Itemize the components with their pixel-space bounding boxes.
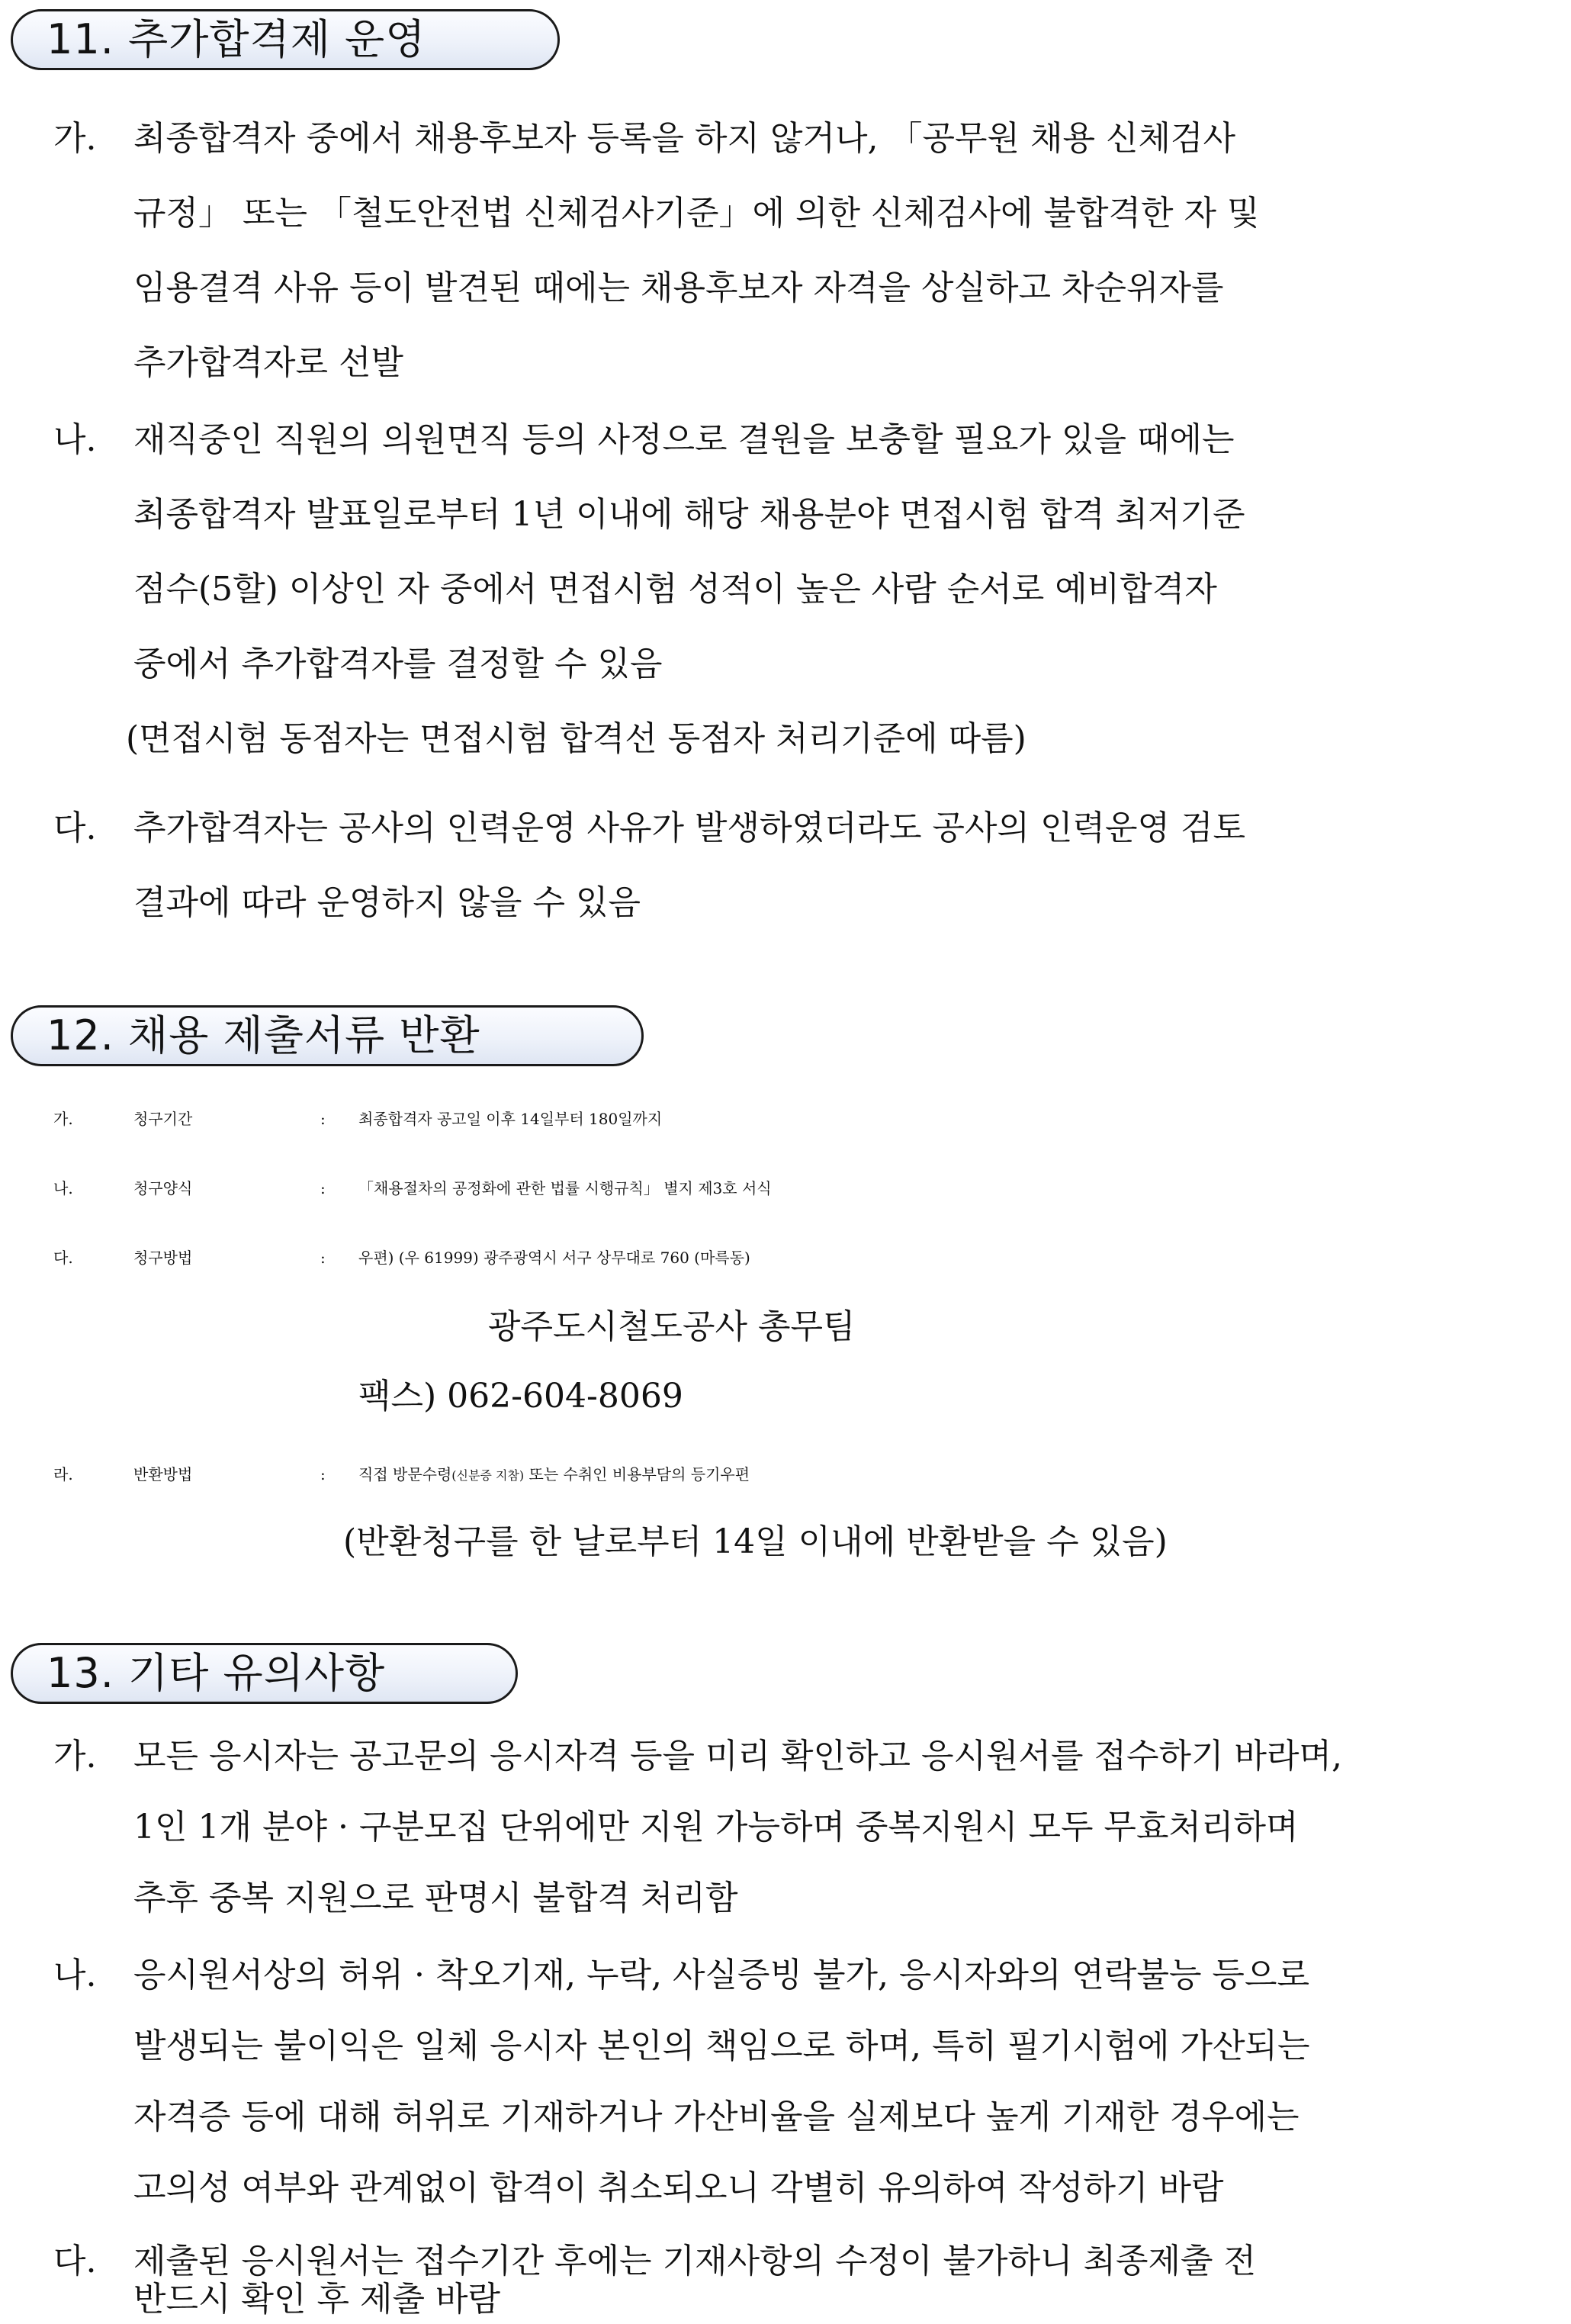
item-marker: 나. <box>53 1956 97 1995</box>
item-colon: : <box>320 1249 326 1267</box>
section-13-title: 13. 기타 유의사항 <box>11 1643 518 1704</box>
item-value-line2: 광주도시철도공사 총무팀 <box>488 1307 856 1346</box>
item-value: 「채용절차의 공정화에 관한 법률 시행규칙」 별지 제3호 서식 <box>358 1179 772 1197</box>
item-marker: 가. <box>53 1110 73 1128</box>
item-marker: 라. <box>53 1465 73 1483</box>
item-colon: : <box>320 1110 326 1128</box>
item-value: 우편) (우 61999) 광주광역시 서구 상무대로 760 (마륵동) <box>358 1249 750 1267</box>
section-12-title: 12. 채용 제출서류 반환 <box>11 1005 644 1066</box>
item-marker: 가. <box>53 1737 97 1776</box>
item-text: 고의성 여부와 관계없이 합격이 취소되오니 각별히 유의하여 작성하기 바람 <box>133 2168 1224 2207</box>
item-value <box>358 1451 750 1499</box>
item-text: 규정」 또는 「철도안전법 신체검사기준」에 의한 신체검사에 불합격한 자 및 <box>133 194 1260 233</box>
item-label: 반환방법 <box>133 1465 193 1483</box>
item-colon: : <box>320 1179 326 1197</box>
item-note: (반환청구를 한 날로부터 14일 이내에 반환받을 수 있음) <box>343 1522 1168 1561</box>
item-text: 점수(5할) 이상인 자 중에서 면접시험 성적이 높은 사람 순서로 예비합격자 <box>133 570 1217 609</box>
item-text: 제출된 응시원서는 접수기간 후에는 기재사항의 수정이 불가하니 최종제출 전 <box>133 2242 1257 2281</box>
item-label: 청구양식 <box>133 1179 193 1197</box>
item-text: 결과에 따라 운영하지 않을 수 있음 <box>133 883 641 922</box>
item-value-main: 직접 방문수령 <box>358 1465 452 1483</box>
item-marker: 다. <box>53 1249 73 1267</box>
item-text: 발생되는 불이익은 일체 응시자 본인의 책임으로 하며, 특히 필기시험에 가산되는 <box>133 2027 1310 2065</box>
item-text: 최종합격자 발표일로부터 1년 이내에 해당 채용분야 면접시험 합격 최저기준 <box>133 495 1245 534</box>
item-value-line3: 팩스) 062-604-8069 <box>358 1377 683 1416</box>
item-label: 청구기간 <box>133 1110 193 1128</box>
item-text: 추가합격자는 공사의 인력운영 사유가 발생하였더라도 공사의 인력운영 검토 <box>133 808 1246 847</box>
item-value-rest: 또는 수취인 비용부담의 등기우편 <box>524 1465 750 1483</box>
item-text: 추후 중복 지원으로 판명시 불합격 처리함 <box>133 1879 738 1917</box>
item-text: 최종합격자 중에서 채용후보자 등록을 하지 않거나, 「공무원 채용 신체검사 <box>133 119 1235 158</box>
item-text: 임용결격 사유 등이 발견된 때에는 채용후보자 자격을 상실하고 차순위자를 <box>133 268 1224 307</box>
item-text: 반드시 확인 후 제출 바람 <box>133 2280 500 2319</box>
item-text: 추가합격자로 선발 <box>133 343 404 382</box>
item-marker: 다. <box>53 2242 97 2281</box>
item-value: 최종합격자 공고일 이후 14일부터 180일까지 <box>358 1110 663 1128</box>
item-text: 자격증 등에 대해 허위로 기재하거나 가산비율을 실제보다 높게 기재한 경우에는 <box>133 2097 1300 2136</box>
item-marker: 다. <box>53 808 97 847</box>
item-marker: 가. <box>53 119 97 158</box>
item-marker: 나. <box>53 1179 73 1197</box>
item-text: 1인 1개 분야 · 구분모집 단위에만 지원 가능하며 중복지원시 모두 무효처리하며 <box>133 1808 1299 1847</box>
item-value-small: (신분증 지참) <box>451 1468 525 1483</box>
item-text: 중에서 추가합격자를 결정할 수 있음 <box>133 644 663 683</box>
section-11-title: 11. 추가합격제 운영 <box>11 9 560 70</box>
item-note: (면접시험 동점자는 면접시험 합격선 동점자 처리기준에 따름) <box>126 719 1026 758</box>
item-text: 재직중인 직원의 의원면직 등의 사정으로 결원을 보충할 필요가 있을 때에는 <box>133 420 1235 459</box>
item-text: 응시원서상의 허위 · 착오기재, 누락, 사실증빙 불가, 응시자와의 연락불능 등으로 <box>133 1956 1309 1995</box>
item-marker: 나. <box>53 420 97 459</box>
item-text: 모든 응시자는 공고문의 응시자격 등을 미리 확인하고 응시원서를 접수하기 바라며, <box>133 1737 1342 1776</box>
item-label: 청구방법 <box>133 1249 193 1267</box>
item-colon: : <box>320 1465 326 1483</box>
